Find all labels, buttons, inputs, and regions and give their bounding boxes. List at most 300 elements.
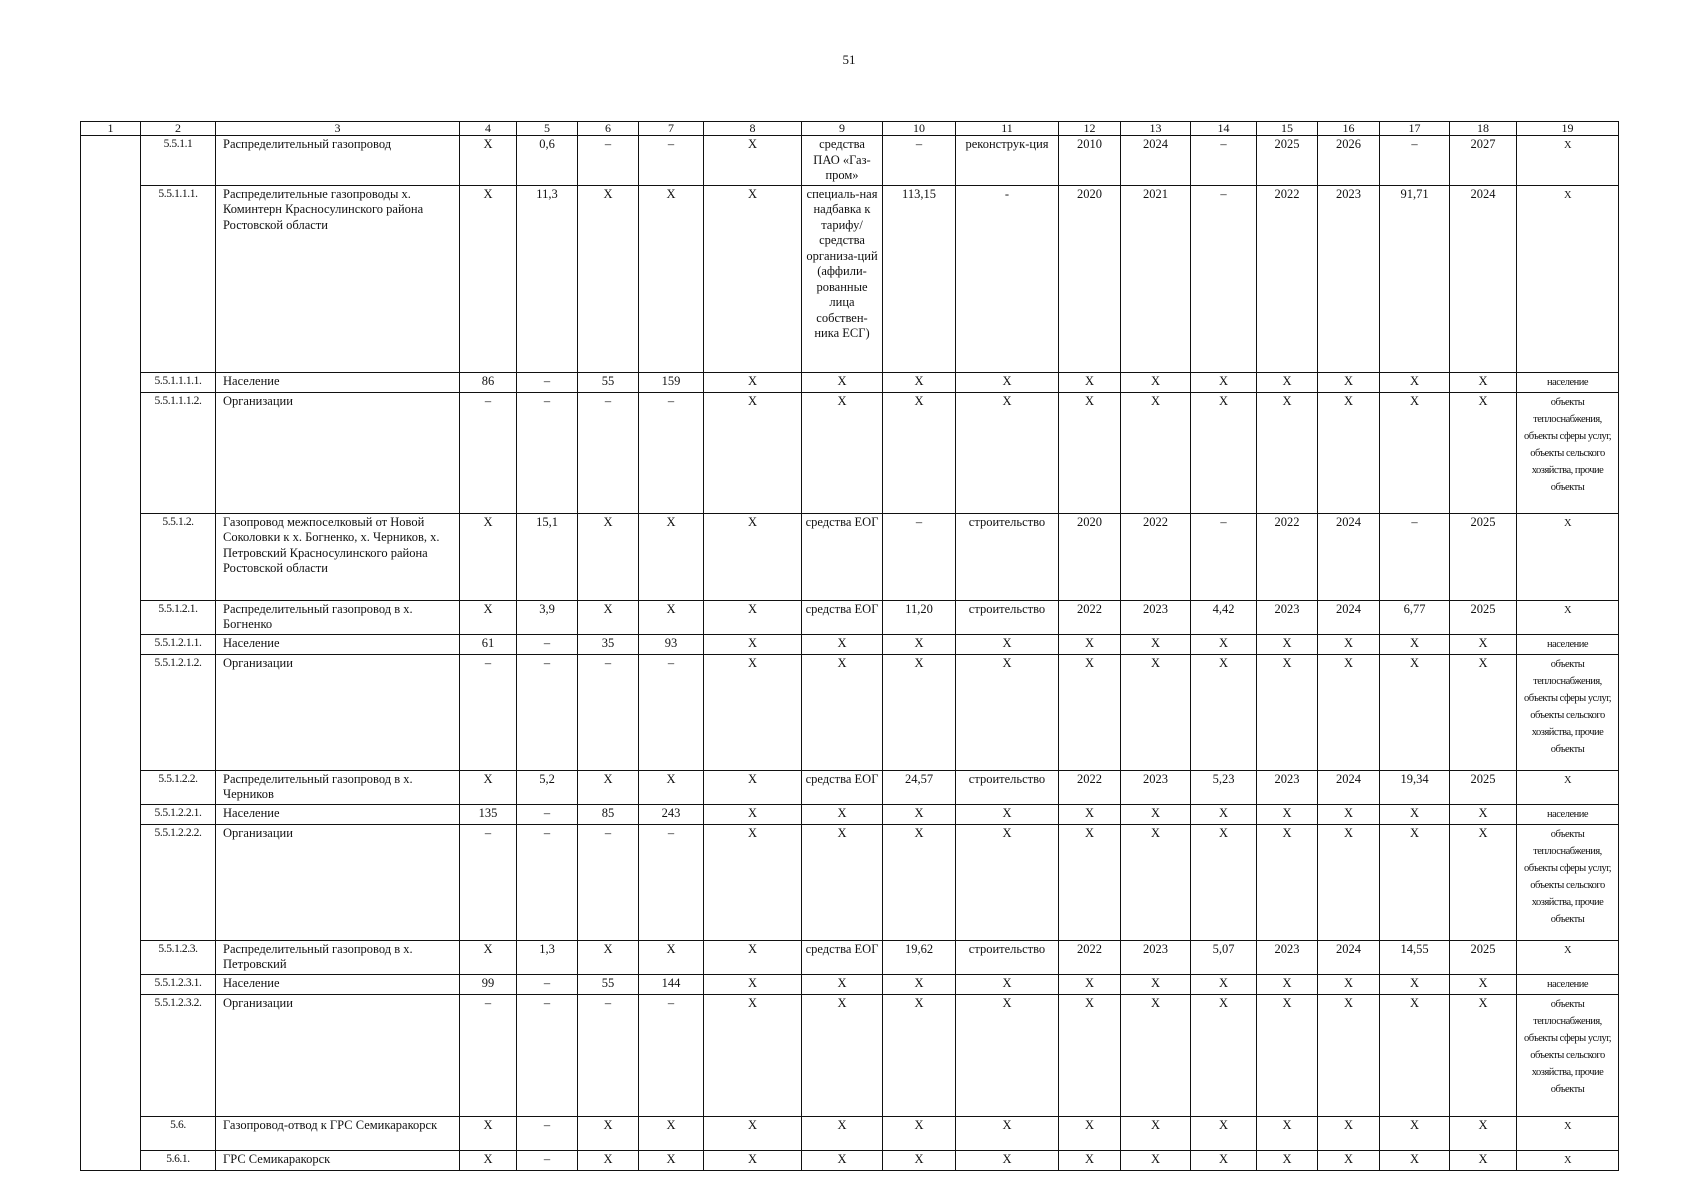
cell-col-3: Организации <box>216 392 460 513</box>
table-row <box>81 770 1619 804</box>
cell-col-19: население <box>1517 974 1619 994</box>
cell-col-4: Х <box>460 770 517 804</box>
cell-col-17: 6,77 <box>1380 600 1450 634</box>
column-number-16: 16 <box>1318 122 1380 136</box>
cell-col-14: Х <box>1191 804 1257 824</box>
cell-col-12: 2010 <box>1059 136 1121 186</box>
cell-col-16: 2024 <box>1318 513 1380 600</box>
cell-col-16: 2026 <box>1318 136 1380 186</box>
cell-col-9: Х <box>802 1150 883 1170</box>
cell-col-9: Х <box>802 634 883 654</box>
cell-col-17: Х <box>1380 994 1450 1116</box>
column-number-7: 7 <box>639 122 704 136</box>
cell-col-7: 93 <box>639 634 704 654</box>
cell-col-2: 5.5.1.2.2. <box>141 770 216 804</box>
cell-col-14: Х <box>1191 1116 1257 1150</box>
cell-col-17: – <box>1380 513 1450 600</box>
cell-col-8: Х <box>704 136 802 186</box>
cell-col-16: Х <box>1318 1150 1380 1170</box>
cell-col-16: Х <box>1318 634 1380 654</box>
table-body <box>81 122 1619 1171</box>
cell-col-5: 15,1 <box>517 513 578 600</box>
cell-col-8: Х <box>704 994 802 1116</box>
cell-col-5: 3,9 <box>517 600 578 634</box>
cell-col-1 <box>81 974 141 994</box>
cell-col-9: средства ЕОГ <box>802 770 883 804</box>
cell-col-2: 5.5.1.2.1.1. <box>141 634 216 654</box>
cell-col-8: Х <box>704 1116 802 1150</box>
cell-col-15: 2023 <box>1257 940 1318 974</box>
table-row <box>81 824 1619 940</box>
cell-col-11: Х <box>956 372 1059 392</box>
cell-col-18: 2025 <box>1450 513 1517 600</box>
cell-col-11: Х <box>956 1116 1059 1150</box>
table-row <box>81 994 1619 1116</box>
cell-col-8: Х <box>704 940 802 974</box>
cell-col-10: Х <box>883 372 956 392</box>
cell-col-8: Х <box>704 634 802 654</box>
cell-col-15: Х <box>1257 654 1318 770</box>
page-number: 51 <box>842 52 856 67</box>
cell-col-6: Х <box>578 600 639 634</box>
cell-col-2: 5.5.1.1.1. <box>141 185 216 372</box>
cell-col-9: Х <box>802 824 883 940</box>
cell-col-4: 135 <box>460 804 517 824</box>
column-number-14: 14 <box>1191 122 1257 136</box>
cell-col-17: Х <box>1380 974 1450 994</box>
cell-col-17: Х <box>1380 654 1450 770</box>
cell-col-10: – <box>883 513 956 600</box>
cell-col-17: Х <box>1380 1116 1450 1150</box>
cell-col-7: Х <box>639 1116 704 1150</box>
cell-col-16: Х <box>1318 974 1380 994</box>
column-number-1: 1 <box>81 122 141 136</box>
cell-col-7: Х <box>639 600 704 634</box>
cell-col-15: 2023 <box>1257 770 1318 804</box>
cell-col-6: 55 <box>578 372 639 392</box>
cell-col-6: – <box>578 824 639 940</box>
cell-col-15: Х <box>1257 804 1318 824</box>
cell-col-11: Х <box>956 654 1059 770</box>
cell-col-7: – <box>639 824 704 940</box>
cell-col-15: Х <box>1257 634 1318 654</box>
cell-col-2: 5.5.1.1 <box>141 136 216 186</box>
cell-col-12: Х <box>1059 654 1121 770</box>
cell-col-14: Х <box>1191 1150 1257 1170</box>
cell-col-18: Х <box>1450 392 1517 513</box>
cell-col-9: Х <box>802 372 883 392</box>
cell-col-1 <box>81 994 141 1116</box>
cell-col-12: Х <box>1059 1116 1121 1150</box>
cell-col-8: Х <box>704 770 802 804</box>
cell-col-15: Х <box>1257 974 1318 994</box>
cell-col-15: 2022 <box>1257 513 1318 600</box>
cell-col-3: Население <box>216 804 460 824</box>
cell-col-3: Организации <box>216 994 460 1116</box>
cell-col-11: Х <box>956 634 1059 654</box>
cell-col-3: Распределительный газопровод в х. Петровский <box>216 940 460 974</box>
cell-col-4: Х <box>460 1116 517 1150</box>
column-number-12: 12 <box>1059 122 1121 136</box>
cell-col-7: Х <box>639 513 704 600</box>
cell-col-17: – <box>1380 136 1450 186</box>
cell-col-5: – <box>517 824 578 940</box>
cell-col-14: Х <box>1191 994 1257 1116</box>
column-number-8: 8 <box>704 122 802 136</box>
cell-col-6: – <box>578 654 639 770</box>
cell-col-18: 2027 <box>1450 136 1517 186</box>
cell-col-8: Х <box>704 654 802 770</box>
cell-col-19: население <box>1517 634 1619 654</box>
cell-col-13: Х <box>1121 372 1191 392</box>
table-row <box>81 600 1619 634</box>
cell-col-13: Х <box>1121 824 1191 940</box>
cell-col-18: Х <box>1450 634 1517 654</box>
cell-col-1 <box>81 940 141 974</box>
cell-col-11: строительство <box>956 770 1059 804</box>
cell-col-4: Х <box>460 513 517 600</box>
table-row <box>81 654 1619 770</box>
column-number-3: 3 <box>216 122 460 136</box>
cell-col-10: Х <box>883 654 956 770</box>
cell-col-9: средства ЕОГ <box>802 940 883 974</box>
cell-col-6: 35 <box>578 634 639 654</box>
cell-col-18: Х <box>1450 654 1517 770</box>
cell-col-13: 2023 <box>1121 770 1191 804</box>
cell-col-12: Х <box>1059 824 1121 940</box>
cell-col-10: 24,57 <box>883 770 956 804</box>
cell-col-6: Х <box>578 770 639 804</box>
cell-col-19: Х <box>1517 940 1619 974</box>
cell-col-18: Х <box>1450 372 1517 392</box>
cell-col-4: Х <box>460 136 517 186</box>
cell-col-3: Газопровод-отвод к ГРС Семикаракорск <box>216 1116 460 1150</box>
cell-col-1 <box>81 392 141 513</box>
cell-col-13: 2023 <box>1121 940 1191 974</box>
cell-col-12: 2020 <box>1059 513 1121 600</box>
cell-col-17: Х <box>1380 372 1450 392</box>
cell-col-2: 5.5.1.2.1.2. <box>141 654 216 770</box>
cell-col-1 <box>81 824 141 940</box>
cell-col-14: – <box>1191 185 1257 372</box>
cell-col-4: – <box>460 654 517 770</box>
cell-col-2: 5.6.1. <box>141 1150 216 1170</box>
cell-col-5: – <box>517 974 578 994</box>
cell-col-2: 5.5.1.1.1.1. <box>141 372 216 392</box>
cell-col-1 <box>81 513 141 600</box>
cell-col-14: Х <box>1191 974 1257 994</box>
cell-col-13: Х <box>1121 634 1191 654</box>
cell-col-19: объекты теплоснабжения, объекты сферы услуг, объекты сельского хозяйства, прочие объекты <box>1517 654 1619 770</box>
cell-col-1 <box>81 185 141 372</box>
cell-col-17: Х <box>1380 804 1450 824</box>
cell-col-13: Х <box>1121 974 1191 994</box>
column-number-11: 11 <box>956 122 1059 136</box>
cell-col-16: Х <box>1318 654 1380 770</box>
cell-col-1 <box>81 804 141 824</box>
cell-col-16: Х <box>1318 804 1380 824</box>
table-row <box>81 1116 1619 1150</box>
table-row <box>81 1150 1619 1170</box>
cell-col-14: 5,23 <box>1191 770 1257 804</box>
cell-col-10: Х <box>883 824 956 940</box>
cell-col-16: 2024 <box>1318 770 1380 804</box>
cell-col-5: – <box>517 372 578 392</box>
cell-col-10: Х <box>883 634 956 654</box>
cell-col-11: строительство <box>956 940 1059 974</box>
cell-col-2: 5.5.1.2.3.1. <box>141 974 216 994</box>
table-row <box>81 136 1619 186</box>
cell-col-8: Х <box>704 513 802 600</box>
cell-col-11: Х <box>956 824 1059 940</box>
cell-col-5: – <box>517 804 578 824</box>
cell-col-11: Х <box>956 994 1059 1116</box>
cell-col-9: Х <box>802 974 883 994</box>
cell-col-6: – <box>578 994 639 1116</box>
cell-col-2: 5.5.1.2.3.2. <box>141 994 216 1116</box>
cell-col-5: – <box>517 634 578 654</box>
cell-col-3: Распределительный газопровод <box>216 136 460 186</box>
cell-col-6: Х <box>578 940 639 974</box>
table-row <box>81 974 1619 994</box>
cell-col-4: Х <box>460 185 517 372</box>
cell-col-7: Х <box>639 770 704 804</box>
column-number-10: 10 <box>883 122 956 136</box>
column-number-18: 18 <box>1450 122 1517 136</box>
cell-col-13: 2022 <box>1121 513 1191 600</box>
cell-col-14: – <box>1191 513 1257 600</box>
cell-col-15: Х <box>1257 994 1318 1116</box>
cell-col-18: 2025 <box>1450 770 1517 804</box>
cell-col-18: Х <box>1450 1150 1517 1170</box>
cell-col-15: Х <box>1257 1150 1318 1170</box>
cell-col-12: Х <box>1059 804 1121 824</box>
cell-col-9: Х <box>802 994 883 1116</box>
column-number-6: 6 <box>578 122 639 136</box>
cell-col-18: Х <box>1450 824 1517 940</box>
cell-col-2: 5.5.1.2. <box>141 513 216 600</box>
cell-col-10: 19,62 <box>883 940 956 974</box>
cell-col-12: Х <box>1059 372 1121 392</box>
cell-col-19: Х <box>1517 1150 1619 1170</box>
cell-col-2: 5.5.1.2.1. <box>141 600 216 634</box>
column-number-13: 13 <box>1121 122 1191 136</box>
cell-col-6: 85 <box>578 804 639 824</box>
cell-col-8: Х <box>704 804 802 824</box>
cell-col-11: Х <box>956 974 1059 994</box>
cell-col-1 <box>81 372 141 392</box>
cell-col-7: – <box>639 136 704 186</box>
cell-col-4: – <box>460 824 517 940</box>
cell-col-12: 2020 <box>1059 185 1121 372</box>
cell-col-18: Х <box>1450 804 1517 824</box>
cell-col-3: Население <box>216 634 460 654</box>
column-number-5: 5 <box>517 122 578 136</box>
cell-col-17: 19,34 <box>1380 770 1450 804</box>
cell-col-13: Х <box>1121 994 1191 1116</box>
cell-col-3: ГРС Семикаракорск <box>216 1150 460 1170</box>
cell-col-3: Население <box>216 974 460 994</box>
cell-col-19: население <box>1517 372 1619 392</box>
cell-col-3: Распределительные газопроводы х. Коминтерн Красносулинского района Ростовской области <box>216 185 460 372</box>
cell-col-19: объекты теплоснабжения, объекты сферы услуг, объекты сельского хозяйства, прочие объекты <box>1517 994 1619 1116</box>
cell-col-5: – <box>517 392 578 513</box>
cell-col-18: 2025 <box>1450 600 1517 634</box>
cell-col-13: Х <box>1121 804 1191 824</box>
cell-col-16: 2024 <box>1318 940 1380 974</box>
cell-col-7: 243 <box>639 804 704 824</box>
cell-col-8: Х <box>704 974 802 994</box>
cell-col-12: Х <box>1059 1150 1121 1170</box>
cell-col-8: Х <box>704 600 802 634</box>
table-row <box>81 392 1619 513</box>
table-row <box>81 804 1619 824</box>
cell-col-17: 14,55 <box>1380 940 1450 974</box>
cell-col-2: 5.5.1.2.3. <box>141 940 216 974</box>
cell-col-13: Х <box>1121 392 1191 513</box>
cell-col-15: 2022 <box>1257 185 1318 372</box>
cell-col-12: 2022 <box>1059 940 1121 974</box>
cell-col-3: Распределительный газопровод в х. Богненко <box>216 600 460 634</box>
cell-col-19: объекты теплоснабжения, объекты сферы услуг, объекты сельского хозяйства, прочие объекты <box>1517 392 1619 513</box>
cell-col-12: 2022 <box>1059 770 1121 804</box>
cell-col-6: Х <box>578 1150 639 1170</box>
cell-col-14: – <box>1191 136 1257 186</box>
cell-col-12: 2022 <box>1059 600 1121 634</box>
cell-col-5: 11,3 <box>517 185 578 372</box>
cell-col-15: 2025 <box>1257 136 1318 186</box>
cell-col-9: Х <box>802 654 883 770</box>
cell-col-10: Х <box>883 974 956 994</box>
cell-col-16: Х <box>1318 392 1380 513</box>
cell-col-13: 2021 <box>1121 185 1191 372</box>
cell-col-16: 2024 <box>1318 600 1380 634</box>
table-row <box>81 940 1619 974</box>
cell-col-19: Х <box>1517 1116 1619 1150</box>
cell-col-10: 113,15 <box>883 185 956 372</box>
column-number-9: 9 <box>802 122 883 136</box>
cell-col-1 <box>81 600 141 634</box>
cell-col-18: 2025 <box>1450 940 1517 974</box>
cell-col-9: средства ЕОГ <box>802 513 883 600</box>
cell-col-10: Х <box>883 994 956 1116</box>
cell-col-15: Х <box>1257 372 1318 392</box>
cell-col-7: – <box>639 994 704 1116</box>
cell-col-10: Х <box>883 1116 956 1150</box>
cell-col-11: строительство <box>956 513 1059 600</box>
cell-col-7: Х <box>639 1150 704 1170</box>
cell-col-15: Х <box>1257 392 1318 513</box>
cell-col-14: Х <box>1191 634 1257 654</box>
cell-col-17: Х <box>1380 1150 1450 1170</box>
cell-col-4: Х <box>460 1150 517 1170</box>
cell-col-9: Х <box>802 804 883 824</box>
cell-col-19: объекты теплоснабжения, объекты сферы услуг, объекты сельского хозяйства, прочие объекты <box>1517 824 1619 940</box>
cell-col-9: Х <box>802 1116 883 1150</box>
cell-col-4: 86 <box>460 372 517 392</box>
cell-col-2: 5.6. <box>141 1116 216 1150</box>
cell-col-19: население <box>1517 804 1619 824</box>
cell-col-17: 91,71 <box>1380 185 1450 372</box>
cell-col-8: Х <box>704 1150 802 1170</box>
cell-col-7: Х <box>639 185 704 372</box>
cell-col-7: – <box>639 392 704 513</box>
cell-col-1 <box>81 136 141 186</box>
cell-col-10: 11,20 <box>883 600 956 634</box>
cell-col-3: Распределительный газопровод в х. Черников <box>216 770 460 804</box>
cell-col-15: Х <box>1257 1116 1318 1150</box>
table-row <box>81 513 1619 600</box>
cell-col-10: Х <box>883 392 956 513</box>
cell-col-5: – <box>517 1150 578 1170</box>
cell-col-8: Х <box>704 372 802 392</box>
cell-col-4: Х <box>460 600 517 634</box>
cell-col-14: 5,07 <box>1191 940 1257 974</box>
cell-col-5: – <box>517 654 578 770</box>
cell-col-1 <box>81 654 141 770</box>
cell-col-15: 2023 <box>1257 600 1318 634</box>
column-number-row <box>81 122 1619 136</box>
cell-col-14: Х <box>1191 372 1257 392</box>
cell-col-11: Х <box>956 392 1059 513</box>
cell-col-12: Х <box>1059 392 1121 513</box>
cell-col-18: Х <box>1450 994 1517 1116</box>
cell-col-11: строительство <box>956 600 1059 634</box>
cell-col-13: Х <box>1121 1116 1191 1150</box>
cell-col-19: Х <box>1517 185 1619 372</box>
cell-col-17: Х <box>1380 824 1450 940</box>
cell-col-18: Х <box>1450 974 1517 994</box>
cell-col-15: Х <box>1257 824 1318 940</box>
cell-col-3: Население <box>216 372 460 392</box>
cell-col-14: Х <box>1191 392 1257 513</box>
cell-col-12: Х <box>1059 974 1121 994</box>
cell-col-5: – <box>517 994 578 1116</box>
cell-col-14: Х <box>1191 654 1257 770</box>
cell-col-6: – <box>578 136 639 186</box>
cell-col-5: – <box>517 1116 578 1150</box>
cell-col-4: Х <box>460 940 517 974</box>
cell-col-7: 159 <box>639 372 704 392</box>
cell-col-8: Х <box>704 824 802 940</box>
cell-col-10: – <box>883 136 956 186</box>
cell-col-13: Х <box>1121 654 1191 770</box>
cell-col-18: 2024 <box>1450 185 1517 372</box>
investment-program-table <box>80 121 1619 1171</box>
cell-col-11: реконструк-ция <box>956 136 1059 186</box>
cell-col-6: – <box>578 392 639 513</box>
cell-col-4: – <box>460 392 517 513</box>
table-row <box>81 372 1619 392</box>
cell-col-4: – <box>460 994 517 1116</box>
cell-col-17: Х <box>1380 392 1450 513</box>
cell-col-4: 99 <box>460 974 517 994</box>
cell-col-3: Организации <box>216 654 460 770</box>
cell-col-16: Х <box>1318 994 1380 1116</box>
column-number-2: 2 <box>141 122 216 136</box>
cell-col-7: Х <box>639 940 704 974</box>
cell-col-16: Х <box>1318 1116 1380 1150</box>
cell-col-13: Х <box>1121 1150 1191 1170</box>
cell-col-9: средства ЕОГ <box>802 600 883 634</box>
cell-col-16: Х <box>1318 372 1380 392</box>
table-row <box>81 185 1619 372</box>
cell-col-11: Х <box>956 804 1059 824</box>
cell-col-9: Х <box>802 392 883 513</box>
column-number-4: 4 <box>460 122 517 136</box>
column-number-17: 17 <box>1380 122 1450 136</box>
cell-col-6: Х <box>578 185 639 372</box>
